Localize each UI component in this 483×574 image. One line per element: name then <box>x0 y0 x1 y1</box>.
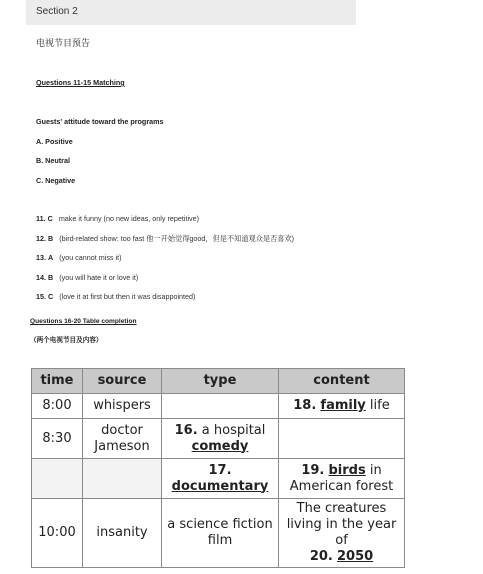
answer-number: 11. <box>36 214 46 223</box>
cell-type: a science fiction film <box>162 499 279 568</box>
answer-text: birds <box>328 462 366 478</box>
answer-number: 15. <box>36 292 46 301</box>
table-heading: Questions 16-20 Table completion <box>30 318 137 325</box>
program-table <box>31 368 405 568</box>
answer-letter: B <box>48 234 54 243</box>
option-c: C. Negative <box>36 176 76 185</box>
matching-subheading: Guests' attitude toward the programs <box>36 117 164 126</box>
question-number: 18. <box>293 398 317 413</box>
header-content: content <box>279 369 405 394</box>
answer-letter: C <box>47 214 53 223</box>
table-row <box>32 419 405 459</box>
cell-content <box>279 394 405 419</box>
answer-note: make it funny (no new ideas, only repetitive) <box>58 214 200 223</box>
answer-note: (love it at first but then it was disappointed) <box>59 292 196 301</box>
cell-time: 8:30 <box>32 419 83 459</box>
answer-letter: C <box>48 292 54 301</box>
cell-source: insanity <box>83 499 162 568</box>
answer-text: 2050 <box>336 549 374 564</box>
page-title: 电视节目预告 <box>36 39 91 49</box>
content-text: life <box>365 398 390 413</box>
cell-time <box>32 459 83 499</box>
table-subheading: （两个电视节目及内容） <box>30 336 103 344</box>
cell-content <box>279 419 405 459</box>
cell-type <box>162 459 279 499</box>
table-row <box>32 394 405 419</box>
question-number: 20. <box>309 549 333 564</box>
matching-heading: Questions 11-15 Matching <box>36 78 125 87</box>
option-b: B. Neutral <box>36 156 70 165</box>
cell-source <box>83 459 162 499</box>
answer-text: family <box>320 398 366 413</box>
answer-15 <box>36 292 195 301</box>
cell-time: 10:00 <box>32 499 83 568</box>
answer-number: 13. <box>36 253 46 262</box>
cell-source: doctor Jameson <box>83 419 162 459</box>
answer-number: 14. <box>36 273 46 282</box>
answer-note: (bird-related show: too fast 他一开始觉得good，但是不知道观众是否喜欢) <box>59 234 295 243</box>
header-type: type <box>162 369 279 394</box>
answer-14 <box>36 273 138 282</box>
table-row <box>32 499 405 568</box>
answer-text: comedy <box>191 438 249 454</box>
cell-type <box>162 394 279 419</box>
header-time: time <box>32 369 83 394</box>
option-a: A. Positive <box>36 137 73 146</box>
answer-11 <box>36 214 199 223</box>
answer-text: documentary <box>171 478 269 494</box>
question-number: 16. <box>174 422 198 438</box>
content-text: The creatures living in the year of <box>286 501 397 548</box>
answer-13 <box>36 253 122 262</box>
answer-letter: B <box>48 273 54 282</box>
cell-content <box>279 499 405 568</box>
question-number: 17. <box>208 462 232 478</box>
answer-note: (you will hate it or love it) <box>59 273 139 282</box>
answer-12 <box>36 234 294 244</box>
content-text: in American forest <box>289 462 394 494</box>
type-text: a hospital <box>197 422 266 438</box>
section-header: Section 2 <box>26 0 356 25</box>
question-number: 19. <box>301 462 325 478</box>
cell-source: whispers <box>83 394 162 419</box>
answer-letter: A <box>48 253 54 262</box>
answer-note: (you cannot miss it) <box>59 253 122 262</box>
cell-content <box>279 459 405 499</box>
answer-number: 12. <box>36 234 46 243</box>
table-header-row <box>32 369 405 394</box>
header-source: source <box>83 369 162 394</box>
table-row <box>32 459 405 499</box>
cell-type <box>162 419 279 459</box>
cell-time: 8:00 <box>32 394 83 419</box>
